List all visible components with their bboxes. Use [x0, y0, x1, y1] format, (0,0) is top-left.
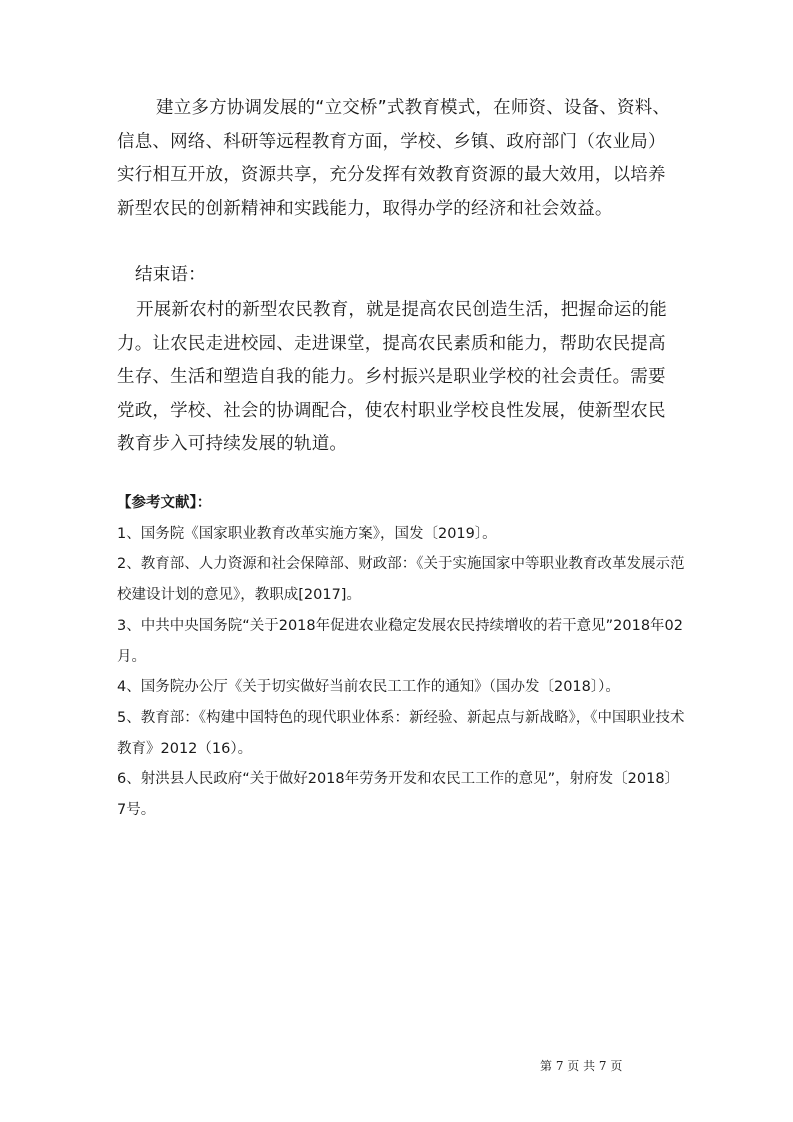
closing-heading: 结束语： — [135, 265, 206, 285]
page-number: 第 7 页 共 7 页 — [540, 1059, 623, 1073]
reference-item-6: 6、射洪县人民政府“关于做好2018年劳务开发和农民工工作的意见”，射府发〔2018〕7号。 — [117, 771, 680, 819]
body-paragraph-2: 开展新农村的新型农民教育，就是提高农民创造生活，把握命运的能力。让农民走进校园、走进课堂，提高农民素质和能力，帮助农民提高生存、生活和塑造自我的能力。乡村振兴是职业学校的社会责任。需要党政，学校、社会的协调配合，使农村职业学校良性发展，使新型农民教育步入可持续发展的轨道。 — [117, 300, 667, 454]
reference-item-5: 5、教育部：《构建中国特色的现代职业体系：新经验、新起点与新战略》，《中国职业技术教育》2012（16）。 — [117, 709, 685, 757]
references-heading: 【参考文献】： — [117, 495, 212, 511]
reference-item-3: 3、中共中央国务院“关于2018年促进农业稳定发展农民持续增收的若干意见”2018年02月。 — [117, 617, 683, 665]
reference-item-4: 4、国务院办公厅《关于切实做好当前农民工工作的通知》（国办发〔2018〕）。 — [117, 679, 620, 696]
references-section — [117, 488, 687, 826]
reference-item-1: 1、国务院《国家职业教育改革实施方案》，国发〔2019〕。 — [117, 525, 497, 542]
reference-item-2: 2、教育部、人力资源和社会保障部、财政部：《关于实施国家中等职业教育改革发展示范校建设计划的意见》，教职成[2017]。 — [117, 556, 685, 604]
body-paragraph-1: 建立多方协调发展的“立交桥”式教育模式，在师资、设备、资料、信息、网络、科研等远程教育方面，学校、乡镇、政府部门（农业局）实行相互开放，资源共享，充分发挥有效教育资源的最大效用，以培养新型农民的创新精神和实践能力，取得办学的经济和社会效益。 — [117, 98, 671, 219]
